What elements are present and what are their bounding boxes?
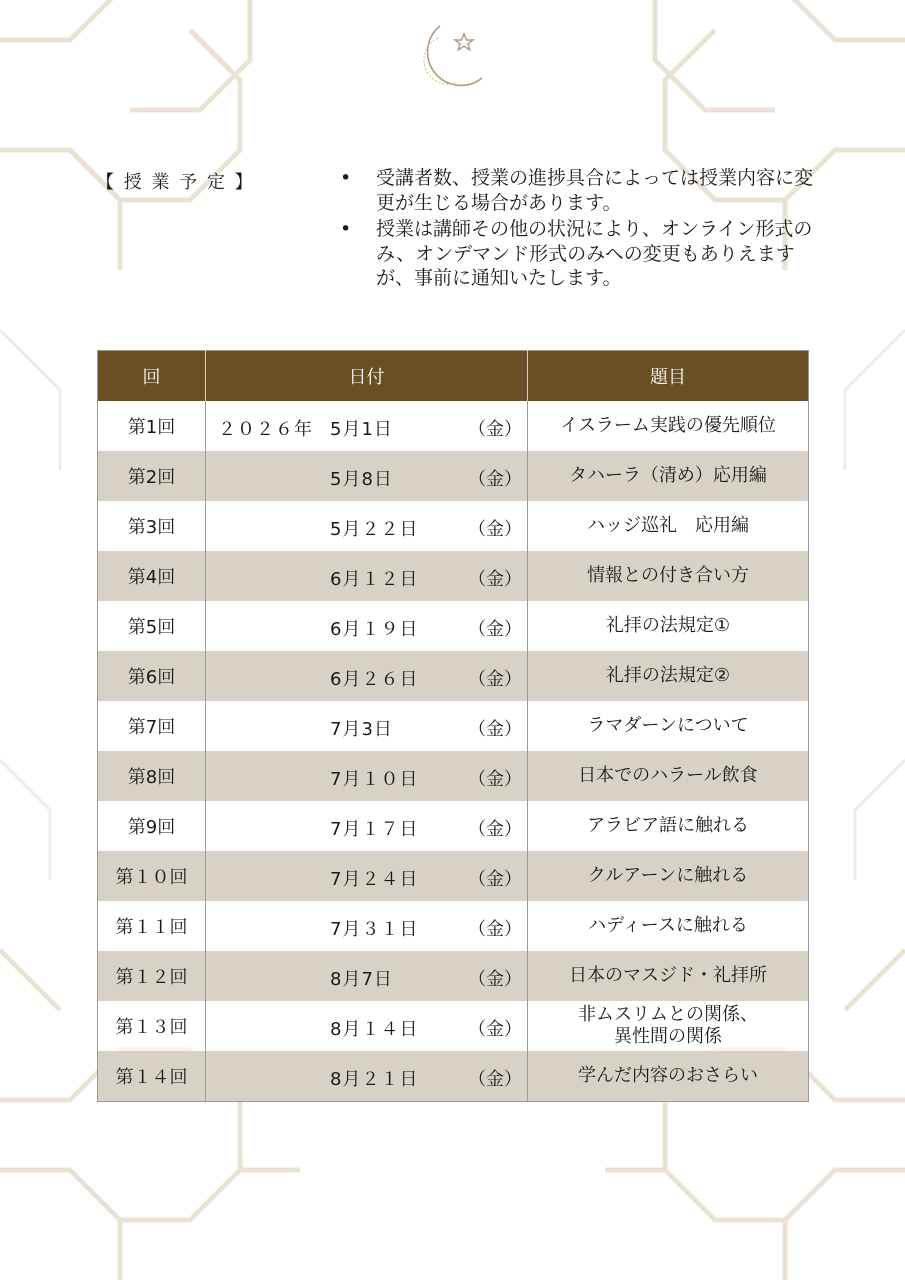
crescent-star-icon	[418, 22, 490, 90]
topic-text: 日本でのハラール飲食	[578, 765, 758, 786]
topic-text: 日本のマスジド・礼拝所	[569, 965, 767, 986]
month-day-text: 7月１０日	[330, 769, 419, 790]
column-header-topic: 題目	[528, 351, 809, 402]
session-cell: 第6回	[98, 651, 206, 701]
topic-text: 非ムスリムとの関係、	[578, 1004, 758, 1025]
topic-text: タハーラ（清め）応用編	[569, 465, 767, 486]
weekday-text: （金）	[468, 469, 522, 490]
note-item	[338, 217, 816, 291]
bullet-marker: •	[340, 218, 352, 240]
topic-cell	[528, 701, 809, 751]
month-day-text: 7月3日	[330, 719, 393, 740]
topic-cell	[528, 801, 809, 851]
month-day-text: 6月２６日	[330, 669, 419, 690]
date-cell	[206, 801, 528, 851]
topic-text: 情報との付き合い方	[587, 565, 749, 586]
weekday-text: （金）	[468, 619, 522, 640]
month-day-text: 8月7日	[330, 969, 393, 990]
weekday-text: （金）	[468, 569, 522, 590]
session-cell: 第7回	[98, 701, 206, 751]
date-cell	[206, 401, 528, 451]
session-cell: 第8回	[98, 751, 206, 801]
date-cell	[206, 1001, 528, 1051]
topic-cell	[528, 601, 809, 651]
topic-cell	[528, 851, 809, 901]
session-cell: 第2回	[98, 451, 206, 501]
topic-cell	[528, 751, 809, 801]
session-cell: 第１４回	[98, 1051, 206, 1102]
month-day-text: 8月２１日	[330, 1069, 419, 1090]
topic-text: ハディースに触れる	[588, 915, 748, 936]
date-cell	[206, 901, 528, 951]
topic-text: ラマダーンについて	[587, 715, 749, 736]
table-row	[98, 551, 809, 601]
month-day-text: 5月1日	[330, 419, 393, 440]
column-header-date: 日付	[206, 351, 528, 402]
topic-text: ハッジ巡礼 応用編	[587, 515, 749, 536]
topic-cell	[528, 401, 809, 451]
table-row	[98, 1051, 809, 1102]
weekday-text: （金）	[468, 519, 522, 540]
table-row	[98, 751, 809, 801]
session-cell: 第１２回	[98, 951, 206, 1001]
session-cell: 第１１回	[98, 901, 206, 951]
topic-text: イスラーム実践の優先順位	[560, 415, 776, 436]
topic-cell	[528, 651, 809, 701]
column-header-session: 回	[98, 351, 206, 402]
month-day-text: 7月２４日	[330, 869, 419, 890]
month-day-text: 5月２２日	[330, 519, 419, 540]
topic-cell	[528, 1051, 809, 1102]
weekday-text: （金）	[468, 819, 522, 840]
table-row	[98, 951, 809, 1001]
session-cell: 第4回	[98, 551, 206, 601]
session-cell: 第１３回	[98, 1001, 206, 1051]
table-row	[98, 601, 809, 651]
weekday-text: （金）	[468, 1069, 522, 1090]
date-cell	[206, 451, 528, 501]
table-row	[98, 401, 809, 451]
month-day-text: 7月１７日	[330, 819, 419, 840]
month-day-text: 5月8日	[330, 469, 393, 490]
weekday-text: （金）	[468, 869, 522, 890]
table-row	[98, 651, 809, 701]
month-day-text: 8月１４日	[330, 1019, 419, 1040]
note-text: 受講者数、授業の進捗具合によっては授業内容に変更が生じる場合があります。	[376, 167, 814, 214]
session-cell: 第5回	[98, 601, 206, 651]
weekday-text: （金）	[468, 419, 522, 440]
session-cell: 第1回	[98, 401, 206, 451]
table-row	[98, 801, 809, 851]
bullet-marker: •	[340, 167, 352, 189]
topic-text: 学んだ内容のおさらい	[578, 1065, 758, 1086]
topic-text: アラビア語に触れる	[587, 815, 749, 836]
topic-text: 礼拝の法規定①	[605, 615, 731, 636]
note-item	[338, 166, 816, 215]
weekday-text: （金）	[468, 969, 522, 990]
table-header-row	[98, 351, 809, 402]
topic-text-line2: 異性間の関係	[614, 1026, 722, 1047]
month-day-text: 7月３１日	[330, 919, 419, 940]
schedule-notes	[338, 166, 816, 293]
date-cell	[206, 951, 528, 1001]
table-row	[98, 451, 809, 501]
topic-cell	[528, 901, 809, 951]
topic-text: クルアーンに触れる	[587, 865, 749, 886]
weekday-text: （金）	[468, 769, 522, 790]
topic-cell	[528, 551, 809, 601]
weekday-text: （金）	[468, 669, 522, 690]
date-cell	[206, 501, 528, 551]
topic-text: 礼拝の法規定②	[605, 665, 731, 686]
date-cell	[206, 601, 528, 651]
date-cell	[206, 751, 528, 801]
date-cell	[206, 1051, 528, 1102]
topic-cell	[528, 451, 809, 501]
year-text: ２０２６年	[218, 419, 313, 440]
table-row	[98, 1001, 809, 1051]
date-cell	[206, 551, 528, 601]
session-cell: 第１０回	[98, 851, 206, 901]
table-row	[98, 501, 809, 551]
month-day-text: 6月１２日	[330, 569, 419, 590]
schedule-table	[97, 350, 809, 1102]
table-row	[98, 901, 809, 951]
session-cell: 第9回	[98, 801, 206, 851]
topic-cell	[528, 501, 809, 551]
weekday-text: （金）	[468, 719, 522, 740]
weekday-text: （金）	[468, 919, 522, 940]
table-row	[98, 851, 809, 901]
session-cell: 第3回	[98, 501, 206, 551]
schedule-heading: 【 授 業 予 定 】	[96, 172, 255, 193]
topic-cell	[528, 1001, 809, 1051]
table-row	[98, 701, 809, 751]
weekday-text: （金）	[468, 1019, 522, 1040]
date-cell	[206, 701, 528, 751]
month-day-text: 6月１９日	[330, 619, 419, 640]
topic-cell	[528, 951, 809, 1001]
date-cell	[206, 851, 528, 901]
note-text: 授業は講師その他の状況により、オンライン形式のみ、オンデマンド形式のみへの変更もありえますが、事前に通知いたします。	[376, 218, 813, 289]
date-cell	[206, 651, 528, 701]
